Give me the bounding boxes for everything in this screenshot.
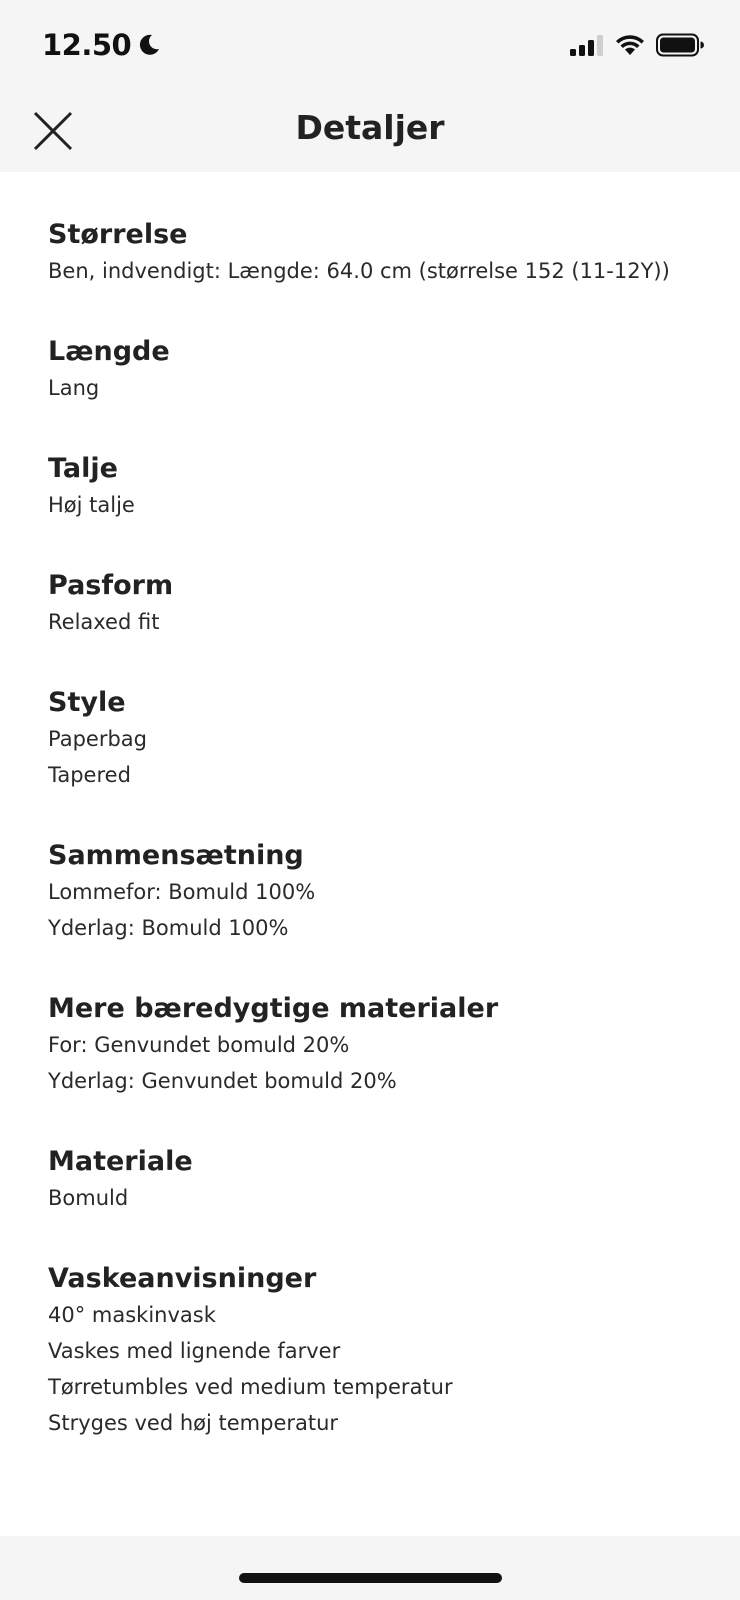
page-title: Detaljer xyxy=(295,108,445,147)
status-time-text: 12.50 xyxy=(42,28,132,62)
battery-icon xyxy=(656,33,704,57)
section-value: Yderlag: Bomuld 100% xyxy=(48,916,289,940)
details-list xyxy=(48,172,728,1441)
detail-section-waist xyxy=(48,451,728,523)
detail-section-material xyxy=(48,1144,728,1216)
section-value: Lommefor: Bomuld 100% xyxy=(48,880,316,904)
section-value: 40° maskinvask xyxy=(48,1303,216,1327)
status-icons xyxy=(570,33,704,57)
cellular-signal-icon xyxy=(570,34,604,56)
detail-section-style xyxy=(48,685,728,793)
section-value: Tapered xyxy=(48,763,131,787)
section-value: Høj talje xyxy=(48,493,135,517)
home-indicator[interactable] xyxy=(239,1573,502,1583)
section-title: Størrelse xyxy=(48,219,188,250)
wifi-icon xyxy=(614,33,646,57)
section-title: Vaskeanvisninger xyxy=(48,1263,317,1294)
section-value: For: Genvundet bomuld 20% xyxy=(48,1033,350,1057)
section-title: Mere bæredygtige materialer xyxy=(48,993,499,1024)
section-value: Stryges ved høj temperatur xyxy=(48,1411,339,1435)
section-value: Yderlag: Genvundet bomuld 20% xyxy=(48,1069,397,1093)
status-time xyxy=(42,28,161,62)
section-value: Lang xyxy=(48,376,100,400)
detail-section-sustainable-materials xyxy=(48,991,728,1099)
section-title: Sammensætning xyxy=(48,840,304,871)
section-value: Relaxed fit xyxy=(48,610,160,634)
status-bar xyxy=(0,0,740,92)
section-title: Længde xyxy=(48,336,170,367)
moon-icon xyxy=(137,33,161,57)
nav-bar xyxy=(0,92,740,172)
section-value: Vaskes med lignende farver xyxy=(48,1339,341,1363)
section-title: Style xyxy=(48,687,126,718)
detail-section-length xyxy=(48,334,728,406)
section-value: Paperbag xyxy=(48,727,148,751)
detail-section-size xyxy=(48,217,728,289)
section-title: Talje xyxy=(48,453,118,484)
detail-section-composition xyxy=(48,838,728,946)
section-value: Bomuld xyxy=(48,1186,129,1210)
section-value: Ben, indvendigt: Længde: 64.0 cm (størrelse 152 (11-12Y)) xyxy=(48,259,670,283)
section-title: Materiale xyxy=(48,1146,193,1177)
home-indicator-area xyxy=(0,1536,740,1600)
detail-section-care-instructions xyxy=(48,1261,728,1441)
detail-section-fit xyxy=(48,568,728,640)
section-title: Pasform xyxy=(48,570,174,601)
section-value: Tørretumbles ved medium temperatur xyxy=(48,1375,453,1399)
